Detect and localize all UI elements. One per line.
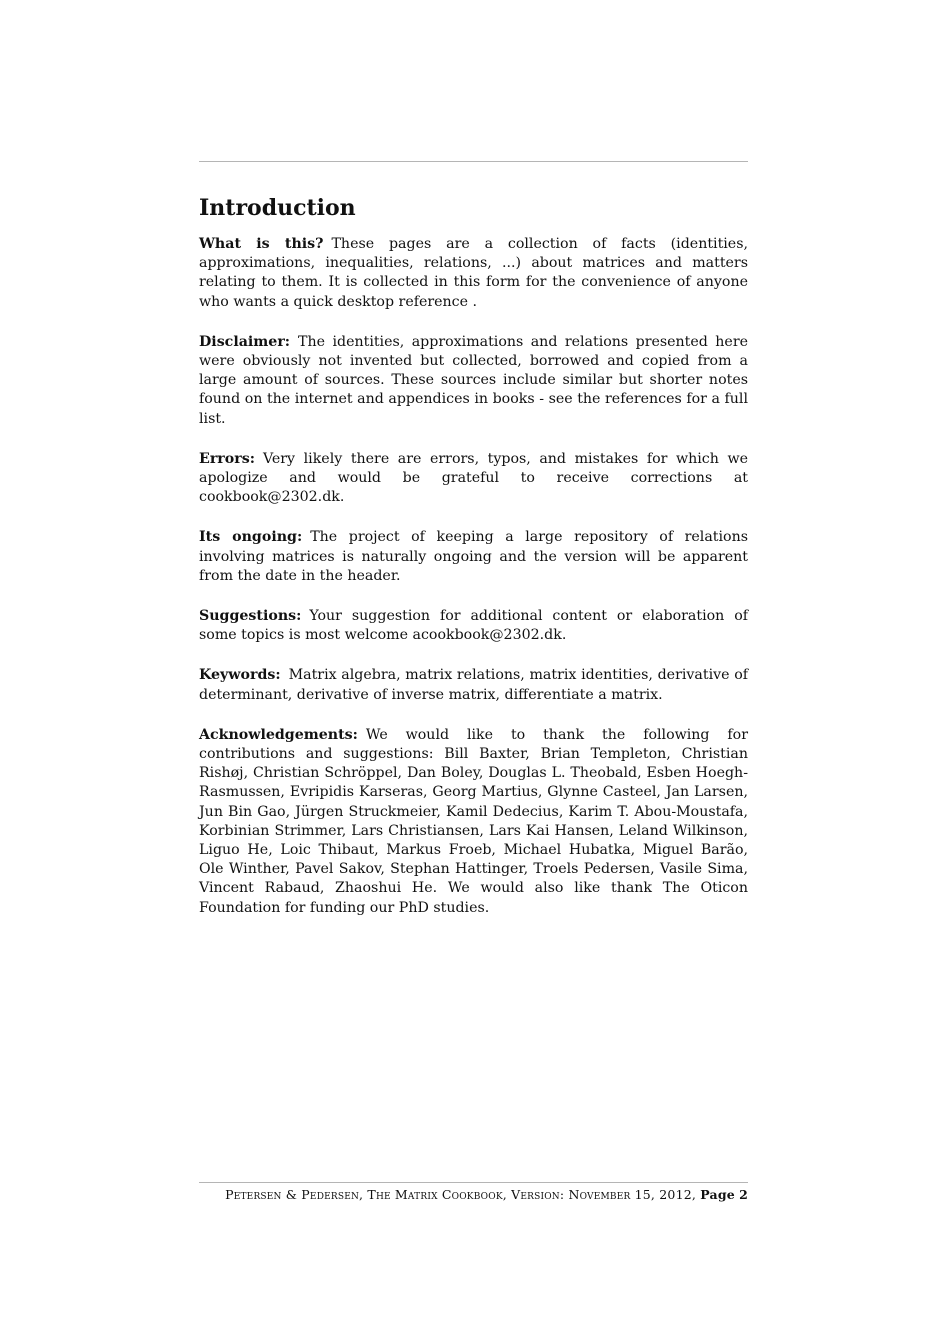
- section-heading: Suggestions:: [199, 608, 302, 625]
- page-content: [199, 193, 748, 939]
- footer-text: Petersen & Pedersen, The Matrix Cookbook, Version: November 15, 2012,: [225, 1187, 697, 1202]
- section-text: The identities, approximations and relations presented here were obviously not invented but collected, borrowed and copied from a large amount of sources. These sources include similar but shorter notes found on the internet and appendices in books - see the references for a full list.: [199, 333, 748, 427]
- section-errors: [199, 450, 748, 508]
- section-acknowledgements: [199, 726, 748, 918]
- section-heading: Errors:: [199, 450, 255, 467]
- section-what-is-this: [199, 235, 748, 312]
- section-disclaimer: [199, 333, 748, 429]
- header-rule: [199, 161, 748, 162]
- page-footer: [199, 1186, 748, 1204]
- section-text: These pages are a collection of facts (identities, approximations, inequalities, relations, ...) about matrices and matters relating to them. It is collected in this form for the convenience of anyone who wants a quick desktop reference .: [199, 236, 748, 310]
- section-its-ongoing: [199, 528, 748, 586]
- section-heading: Keywords:: [199, 667, 281, 684]
- section-text: Your suggestion for additional content or elaboration of some topics is most welcome acookbook@2302.dk.: [199, 608, 748, 644]
- section-heading: Acknowledgements:: [199, 726, 358, 743]
- page-title: Introduction: [199, 195, 356, 221]
- footer-page-number: 2: [739, 1187, 748, 1202]
- section-text: Very likely there are errors, typos, and mistakes for which we apologize and would be grateful to receive corrections at cookbook@2302.dk.: [199, 450, 748, 506]
- section-suggestions: [199, 607, 748, 645]
- section-text: Matrix algebra, matrix relations, matrix identities, derivative of determinant, derivative of inverse matrix, differentiate a matrix.: [199, 667, 748, 703]
- section-heading: Its ongoing:: [199, 529, 303, 546]
- section-text: We would like to thank the following for contributions and suggestions: Bill Baxter, Brian Templeton, Christian Rishøj, Christian Schröppel, Dan Boley, Douglas L. Theobald, Esben Hoegh-Rasmussen, Evripidis Karseras, Georg Martius, Glynne Casteel, Jan Larsen, Jun Bin Gao, Jürgen Struckmeier, Kamil Dedecius, Karim T. Abou-Moustafa, Korbinian Strimmer, Lars Christiansen, Lars Kai Hansen, Leland Wilkinson, Liguo He, Loic Thibaut, Markus Froeb, Michael Hubatka, Miguel Barão, Ole Winther, Pavel Sakov, Stephan Hattinger, Troels Pedersen, Vasile Sima, Vincent Rabaud, Zhaoshui He. We would also like thank The Oticon Foundation for funding our PhD studies.: [199, 726, 748, 916]
- section-text: The project of keeping a large repository of relations involving matrices is naturally ongoing and the version will be apparent from the date in the header.: [199, 529, 749, 584]
- footer-rule: [199, 1182, 748, 1183]
- section-keywords: [199, 666, 748, 704]
- section-heading: What is this?: [199, 236, 324, 252]
- footer-page-label: Page: [700, 1187, 735, 1202]
- section-heading: Disclaimer:: [199, 333, 291, 350]
